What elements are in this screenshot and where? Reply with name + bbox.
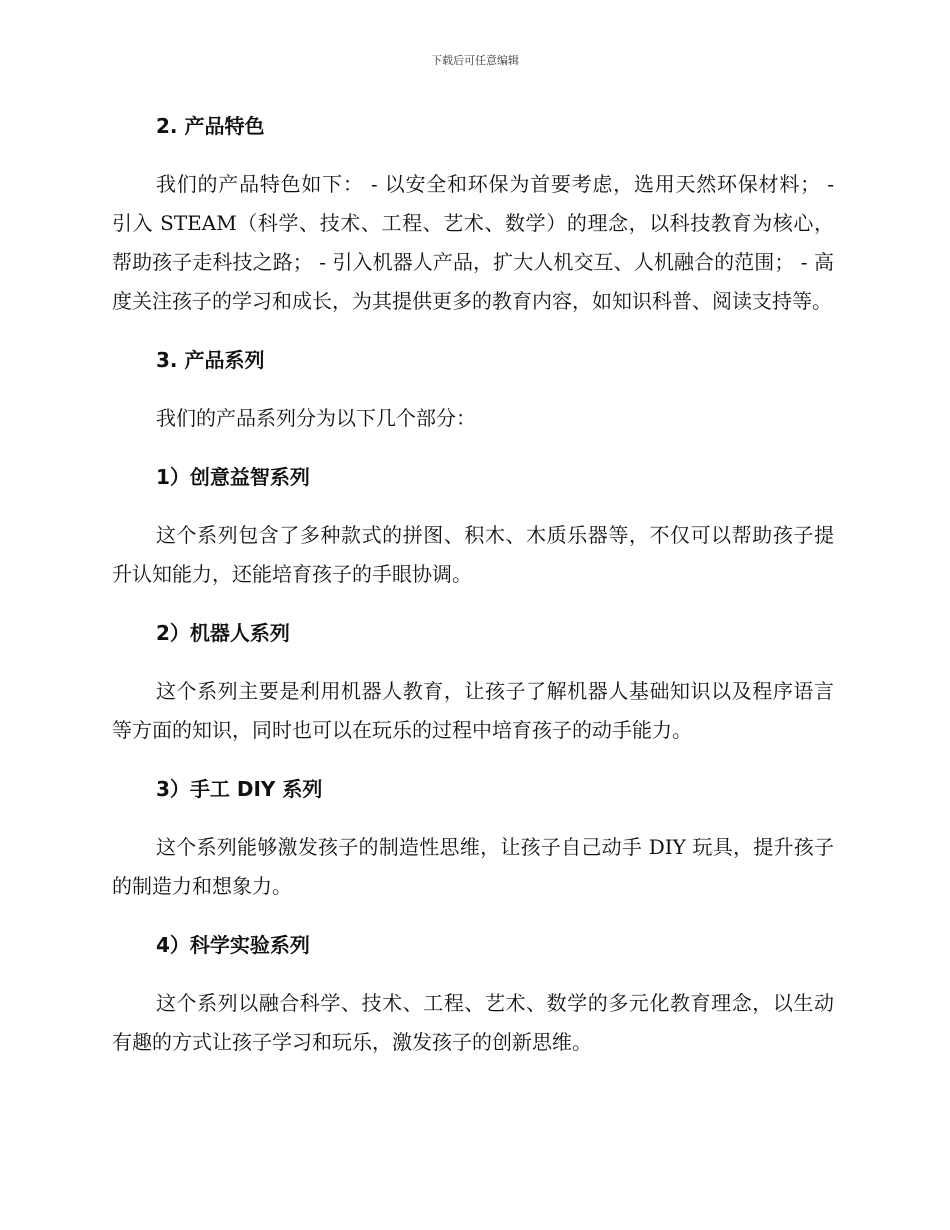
subheading-robot-series: 2）机器人系列 — [156, 621, 290, 645]
subheading-diy-series: 3）手工 DIY 系列 — [156, 777, 323, 801]
paragraph-series-intro: 我们的产品系列分为以下几个部分： — [156, 406, 476, 430]
paragraph-features: 我们的产品特色如下： - 以安全和环保为首要考虑，选用天然环保材料； - 引入 STEAM（科学、技术、工程、艺术、数学）的理念，以科技教育为核心，帮助孩子走科技之路； - 引入机器人产品，扩大人机交互、人机融合的范围； - 高度关注孩子的学习和成长，为其提供更多的教育内容，如知识科普、阅读支持等。 — [112, 172, 834, 313]
paragraph-robot-series: 这个系列主要是利用机器人教育，让孩子了解机器人基础知识以及程序语言等方面的知识，同时也可以在玩乐的过程中培育孩子的动手能力。 — [112, 679, 834, 742]
document-body — [112, 108, 834, 1083]
section-heading-features: 2. 产品特色 — [156, 114, 265, 138]
section-heading-series: 3. 产品系列 — [156, 348, 265, 372]
subheading-science-series: 4）科学实验系列 — [156, 933, 310, 957]
subheading-puzzle-series: 1）创意益智系列 — [156, 465, 310, 489]
paragraph-diy-series: 这个系列能够激发孩子的制造性思维，让孩子自己动手 DIY 玩具，提升孩子的制造力和想象力。 — [112, 835, 834, 898]
page-header: 下载后可任意编辑 — [431, 54, 519, 67]
paragraph-science-series: 这个系列以融合科学、技术、工程、艺术、数学的多元化教育理念，以生动有趣的方式让孩子学习和玩乐，激发孩子的创新思维。 — [112, 991, 834, 1054]
paragraph-puzzle-series: 这个系列包含了多种款式的拼图、积木、木质乐器等，不仅可以帮助孩子提升认知能力，还能培育孩子的手眼协调。 — [112, 523, 834, 586]
